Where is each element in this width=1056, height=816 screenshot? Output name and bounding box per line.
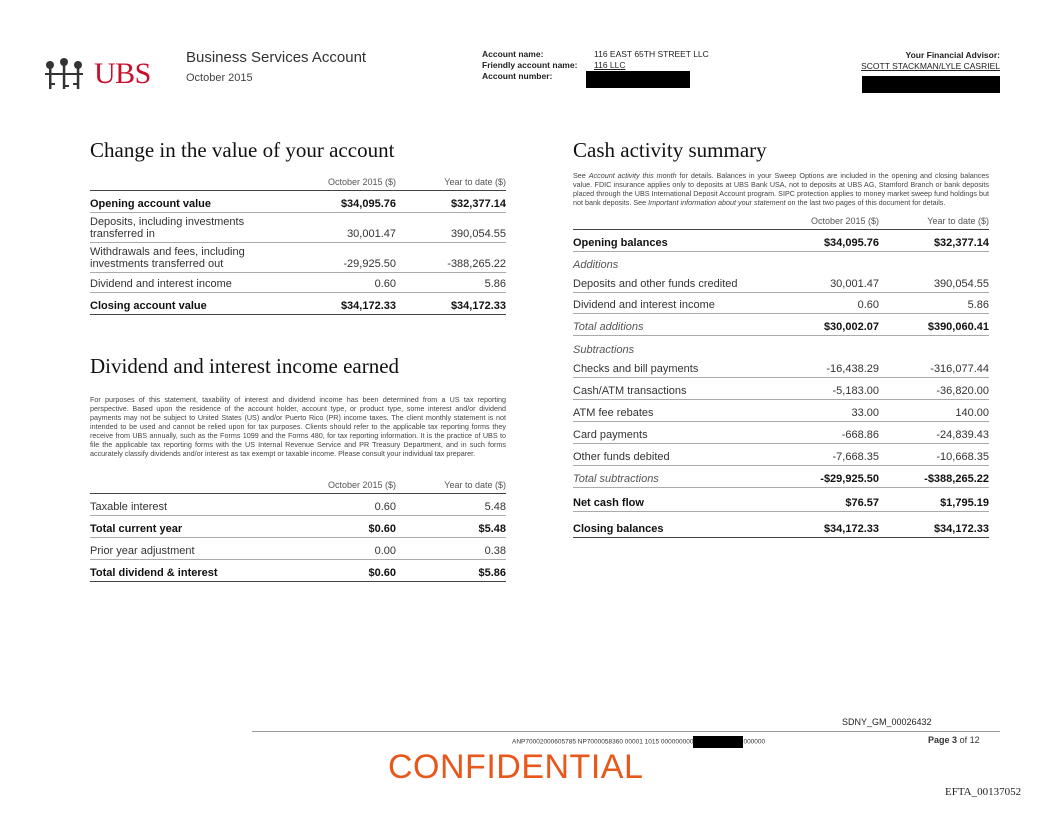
row-value: 0.60 [769, 293, 879, 314]
row-label: Dividend and interest income [90, 273, 286, 293]
row-value: 5.86 [879, 293, 989, 314]
row-value: 0.38 [396, 538, 506, 560]
row-value: 390,054.55 [879, 272, 989, 293]
row-value: $32,377.14 [933, 237, 989, 249]
row-label: Prior year adjustment [90, 538, 286, 560]
row-value: -7,668.35 [769, 444, 879, 466]
note-text: for details. Balances in your Sweep Options are included in the opening and closing balances value. FDIC insurance applies only to deposits at UBS Bank USA, not to deposits at UBS AG, Stamford Branch or bank deposits placed through the UBS International Deposit Account program. SIPC protection applies to money market sweep fund holdings but not bank deposits. See [573, 171, 989, 207]
note-emphasis: Important information about your statement [648, 198, 786, 207]
row-value: 30,001.47 [286, 213, 396, 243]
col-header: Year to date ($) [396, 169, 506, 191]
table-row [573, 314, 989, 336]
row-label: Deposits and other funds credited [573, 272, 769, 293]
note-text: See [573, 171, 589, 180]
row-value: 0.60 [286, 494, 396, 516]
page-label: Page [928, 735, 950, 745]
table-row [573, 230, 989, 252]
table-row [90, 560, 506, 582]
row-value: $390,060.41 [879, 314, 989, 336]
friendly-name: 116 LLC [594, 60, 626, 70]
row-value: 30,001.47 [769, 272, 879, 293]
table-header [90, 169, 506, 191]
table-header [90, 472, 506, 494]
account-number-label: Account number: [482, 71, 553, 81]
dividend-section [90, 354, 506, 582]
row-label: Checks and bill payments [573, 357, 769, 378]
efta-number: EFTA_00137052 [945, 786, 1022, 798]
change-value-section [90, 138, 506, 315]
table-row [573, 357, 989, 378]
col-header: October 2015 ($) [286, 169, 396, 191]
table-header [573, 208, 989, 230]
dividend-note: For purposes of this statement, taxability of interest and dividend income has been determined from a US tax reporting perspective. Based upon the residence of the account holder, account type, or product type, some interest and/or dividend payments may not be subject to United States (US) and/or Puerto Rico (PR) income taxes. The client monthly statement is not intended to be used and cannot be relied upon for tax purposes. Clients should refer to the applicable tax reporting forms they receive from UBS annually, such as the Forms 1099 and the Forms 480, for tax reporting information. It is the practice of UBS to file the applicable tax reporting forms with the US Internal Revenue Service and PR Treasury Department, and in such forms accurately classify dividends and/or interest as tax exempt or taxable income. Please consult your individual tax preparer. [90, 395, 506, 458]
keys-icon [40, 55, 88, 93]
row-label: Total additions [573, 314, 769, 336]
row-value: -16,438.29 [769, 357, 879, 378]
table-row [573, 512, 989, 538]
table-row [573, 293, 989, 314]
additions-label: Additions [573, 252, 989, 272]
redaction-doc-id [693, 736, 743, 748]
row-value: -388,265.22 [396, 243, 506, 273]
table-row [90, 213, 506, 243]
row-label: Total subtractions [573, 466, 769, 488]
redaction-account-number [586, 71, 690, 88]
table-row [573, 252, 989, 272]
table-row [573, 488, 989, 512]
account-name-label: Account name: [482, 49, 544, 59]
page-number [928, 735, 980, 745]
note-emphasis: Account activity this month [588, 171, 677, 180]
row-label: Total dividend & interest [90, 560, 286, 582]
dividend-title: Dividend and interest income earned [90, 354, 400, 378]
table-row [573, 422, 989, 444]
change-value-title: Change in the value of your account [90, 138, 395, 162]
row-value: -10,668.35 [879, 444, 989, 466]
row-value: $34,172.33 [879, 512, 989, 538]
row-value: $5.86 [396, 560, 506, 582]
advisor-name: SCOTT STACKMAN/LYLE CASRIEL [861, 61, 1000, 71]
advisor-label: Your Financial Advisor: [905, 50, 1000, 60]
ubs-logo [40, 55, 151, 93]
row-label: Closing account value [90, 293, 286, 315]
document-id-right: 000000 [743, 738, 766, 746]
row-value: $0.60 [286, 560, 396, 582]
table-row [90, 516, 506, 538]
row-value: $34,095.76 [823, 237, 879, 249]
friendly-name-label: Friendly account name: [482, 60, 578, 70]
row-value: $76.57 [769, 488, 879, 512]
row-value: $34,095.76 [286, 191, 396, 213]
footer-divider [252, 731, 1000, 732]
table-row [573, 336, 989, 357]
row-value: -24,839.43 [879, 422, 989, 444]
row-value: 5.86 [396, 273, 506, 293]
table-row [573, 378, 989, 400]
table-row [90, 273, 506, 293]
row-value: $1,795.19 [879, 488, 989, 512]
row-value: 140.00 [879, 400, 989, 422]
table-row [90, 538, 506, 560]
row-value: $32,377.14 [396, 191, 506, 213]
cash-section [573, 138, 989, 538]
table-row [90, 494, 506, 516]
table-row [573, 466, 989, 488]
table-row [573, 272, 989, 293]
row-label: Card payments [573, 422, 769, 444]
row-label: Dividend and interest income [573, 293, 769, 314]
row-value: -36,820.00 [879, 378, 989, 400]
cash-table [573, 208, 989, 538]
subtractions-label: Subtractions [573, 343, 635, 356]
row-value: -$388,265.22 [879, 466, 989, 488]
advisor-info [861, 50, 1000, 72]
col-header: Year to date ($) [396, 472, 506, 494]
row-label: Opening balances [573, 237, 668, 249]
row-value: $34,172.33 [396, 293, 506, 315]
account-type: Business Services Account [186, 49, 367, 66]
row-value: $30,002.07 [769, 314, 879, 336]
row-value: $34,172.33 [769, 512, 879, 538]
confidential-stamp: CONFIDENTIAL [388, 748, 644, 786]
row-label: Cash/ATM transactions [573, 378, 769, 400]
row-label: Other funds debited [573, 444, 769, 466]
account-name: 116 EAST 65TH STREET LLC [594, 49, 709, 59]
row-value: $5.48 [396, 516, 506, 538]
statement-month: October 2015 [186, 72, 253, 84]
row-label: ATM fee rebates [573, 400, 769, 422]
row-label: Closing balances [573, 512, 769, 538]
row-value: 5.48 [396, 494, 506, 516]
logo-text: UBS [94, 57, 151, 90]
table-row [90, 293, 506, 315]
page-total: of 12 [959, 735, 980, 745]
row-label: Deposits, including investments transferred in [90, 213, 286, 243]
table-row [573, 400, 989, 422]
row-label: Taxable interest [90, 494, 286, 516]
row-label: Withdrawals and fees, including investments transferred out [90, 243, 286, 273]
table-row [90, 191, 506, 213]
col-header: October 2015 ($) [286, 472, 396, 494]
document-id [512, 736, 765, 748]
cash-title: Cash activity summary [573, 138, 767, 162]
row-value: 0.60 [286, 273, 396, 293]
redaction-advisor [862, 76, 1000, 93]
note-text: on the last two pages of this document for details. [785, 198, 946, 207]
document-id-left: ANP70002000605785 NP7000058360 00001 1015 000000000 [512, 738, 694, 746]
row-label: Net cash flow [573, 488, 769, 512]
row-value: 390,054.55 [396, 213, 506, 243]
page-current: 3 [952, 735, 958, 745]
col-header: October 2015 ($) [769, 208, 879, 230]
row-value: -$29,925.50 [769, 466, 879, 488]
table-row [90, 243, 506, 273]
dividend-table [90, 472, 506, 582]
row-value: $34,172.33 [286, 293, 396, 315]
col-header: Year to date ($) [879, 208, 989, 230]
change-value-table [90, 169, 506, 315]
row-value: -668.86 [769, 422, 879, 444]
row-label: Total current year [90, 516, 286, 538]
row-value: -5,183.00 [769, 378, 879, 400]
row-value: 33.00 [769, 400, 879, 422]
row-value: -29,925.50 [286, 243, 396, 273]
row-value: $0.60 [286, 516, 396, 538]
row-value: -316,077.44 [879, 357, 989, 378]
table-row [573, 444, 989, 466]
sdny-stamp: SDNY_GM_00026432 [842, 717, 932, 727]
row-label: Opening account value [90, 191, 286, 213]
cash-note [573, 171, 989, 207]
row-value: 0.00 [286, 538, 396, 560]
